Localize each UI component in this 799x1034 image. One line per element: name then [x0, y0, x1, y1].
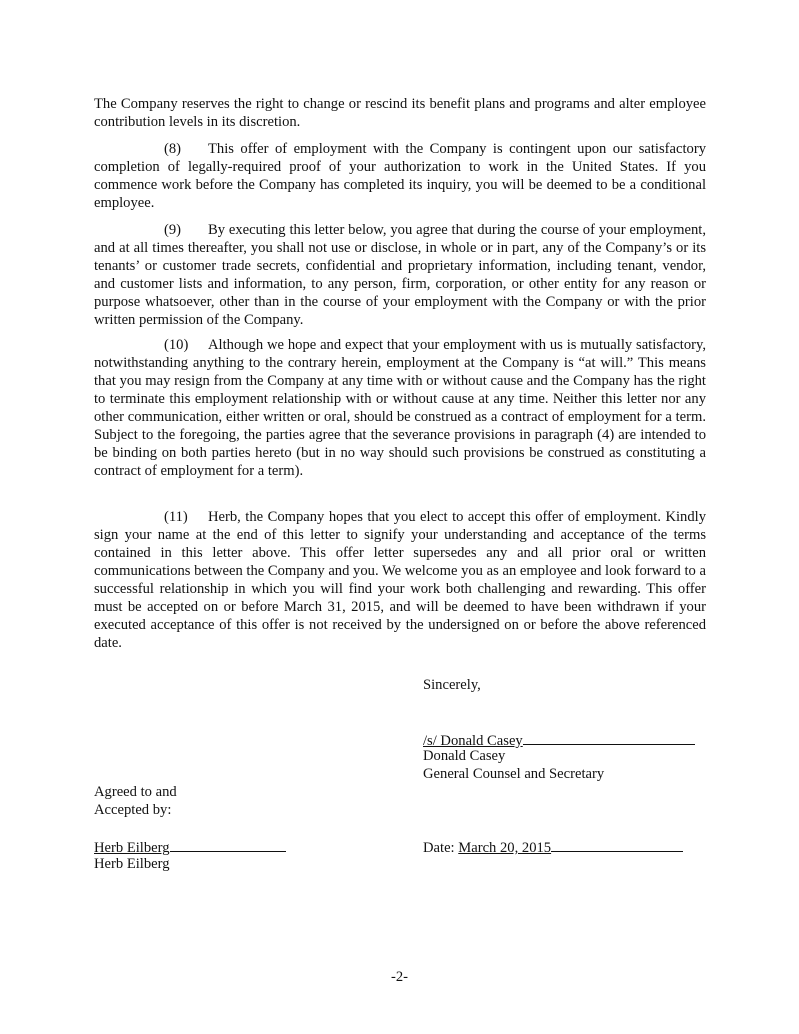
paragraph-11-text: Herb, the Company hopes that you elect to accept this offer of employment. Kindly sign your name at the end of this letter to signify your understanding and acceptance of the terms contained in this letter above. This offer letter supersedes any and all prior oral or written communications between the Company and you. We welcome you as an employee and look forward to a successful relationship in which you will find your work both challenging and rewarding. This offer must be accepted on or before March 31, 2015, and will be deemed to have been withdrawn if your executed acceptance of this offer is not received by the undersigned on or before the above referenced date.	[94, 509, 706, 651]
paragraph-9	[94, 221, 706, 329]
paragraph-10-text: Although we hope and expect that your employment with us is mutually satisfactory, notwithstanding anything to the contrary herein, employment at the Company is “at will.” This means that you may resign from the Company at any time with or without cause and the Company has the right to terminate this employment relationship with or without cause at any time. Neither this letter nor any other communication, either written or oral, should be construed as a contract of employment for a term. Subject to the foregoing, the parties agree that the severance provisions in paragraph (4) are intended to be binding on both parties hereto (but in no way should such provisions be construed as constituting a contract of employment for a term).	[94, 337, 706, 479]
intro-paragraph: The Company reserves the right to change or rescind its benefit plans and programs and alter employee contribution levels in its discretion.	[94, 96, 706, 130]
signer-signature: /s/ Donald Casey	[423, 733, 523, 749]
acceptor-signature-line	[94, 837, 286, 857]
acceptor-signature: Herb Eilberg	[94, 840, 170, 856]
date-line	[423, 837, 683, 857]
signer-name: Donald Casey	[423, 748, 506, 764]
paragraph-9-text: By executing this letter below, you agree that during the course of your employment, and at all times thereafter, you shall not use or disclose, in whole or in part, any of the Company’s or its tenants’ or customer trade secrets, confidential and proprietary information, including tenant, vendor, and customer lists and information, to any person, firm, corporation, or other entity for any reason or purpose whatsoever, other than in the course of your employment with the Company or with the prior written permission of the Company.	[94, 222, 706, 328]
paragraph-11-number: (11)	[164, 509, 188, 525]
signature-rule	[523, 730, 695, 745]
date-label: Date:	[423, 840, 455, 856]
acceptor-signature-rule	[170, 837, 286, 852]
paragraph-11	[94, 508, 706, 652]
accepted-by-label: Accepted by:	[94, 802, 172, 818]
signer-title: General Counsel and Secretary	[423, 766, 605, 782]
paragraph-10-number: (10)	[164, 337, 189, 353]
page-number: -2-	[390, 969, 409, 985]
date-rule	[551, 837, 683, 852]
salutation: Sincerely,	[423, 677, 481, 693]
date-value: March 20, 2015	[458, 840, 552, 856]
paragraph-8	[94, 140, 706, 212]
paragraph-8-text: This offer of employment with the Company is contingent upon our satisfactory completion of legally-required proof of your authorization to work in the United States. If you commence work before the Company has completed its inquiry, you will be deemed to be a conditional employee.	[94, 141, 706, 211]
agreed-to-label: Agreed to and	[94, 784, 177, 800]
paragraph-10	[94, 336, 706, 480]
paragraph-8-number: (8)	[164, 141, 182, 157]
paragraph-9-number: (9)	[164, 222, 182, 238]
acceptor-name: Herb Eilberg	[94, 856, 170, 872]
